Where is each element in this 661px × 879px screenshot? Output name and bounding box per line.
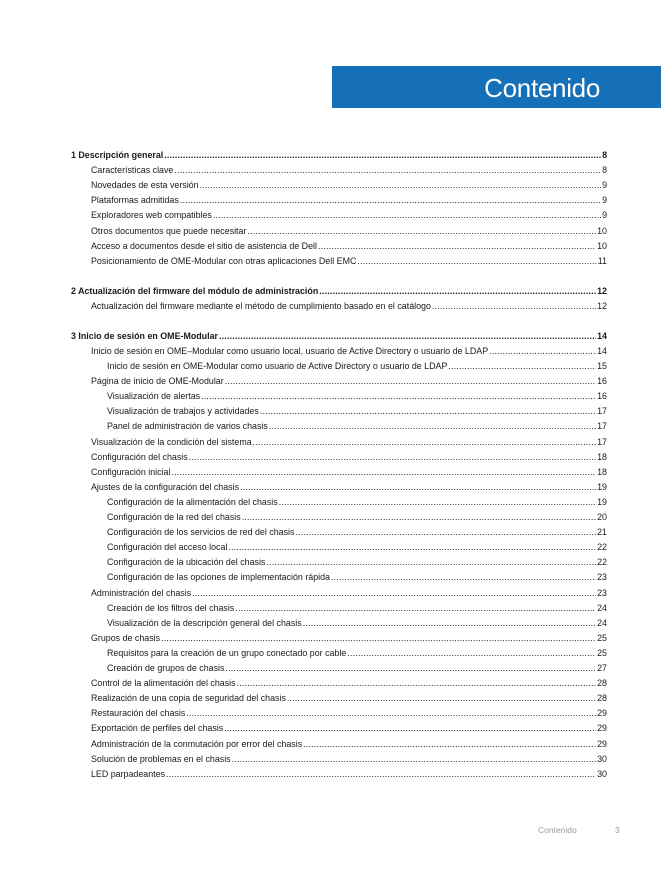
toc-entry-label: Visualización de trabajos y actividades: [107, 406, 259, 417]
toc-entry-page-number: 8: [602, 150, 607, 160]
toc-entry-page-number: 27: [597, 663, 607, 673]
toc-entry-label: Página de inicio de OME-Modular: [91, 376, 224, 387]
toc-entry-label: Configuración inicial: [91, 466, 171, 477]
toc-entry-label: Configuración de la alimentación del chasis: [107, 496, 278, 507]
toc-leader-dots: [266, 555, 596, 569]
toc-leader-dots: [224, 721, 596, 735]
toc-leader-dots: [186, 706, 596, 720]
toc-entry[interactable]: [91, 480, 607, 494]
toc-chapter-entry[interactable]: [71, 329, 607, 343]
toc-leader-dots: [164, 148, 601, 162]
toc-entry-page-number: 28: [597, 693, 607, 704]
toc-leader-dots: [174, 163, 601, 177]
toc-entry-label: Administración del chasis: [91, 587, 192, 598]
toc-entry[interactable]: [91, 706, 607, 720]
toc-entry[interactable]: [91, 721, 607, 735]
toc-entry[interactable]: [91, 465, 607, 479]
toc-entry[interactable]: [91, 752, 607, 766]
toc-entry[interactable]: [91, 239, 607, 253]
toc-entry[interactable]: [91, 435, 607, 449]
toc-entry[interactable]: [107, 555, 607, 569]
toc-entry[interactable]: [91, 450, 607, 464]
toc-entry[interactable]: [107, 404, 607, 418]
toc-leader-dots: [237, 676, 597, 690]
toc-entry[interactable]: [107, 601, 607, 615]
toc-leader-dots: [242, 510, 596, 524]
toc-entry-page-number: 23: [597, 587, 607, 598]
toc-entry[interactable]: [91, 691, 607, 705]
toc-chapter-entry[interactable]: [71, 148, 607, 162]
toc-entry-page-number: 30: [597, 753, 607, 764]
toc-entry-page-number: 17: [597, 436, 607, 447]
toc-leader-dots: [319, 284, 596, 298]
toc-entry-page-number: 16: [597, 391, 607, 402]
toc-entry[interactable]: [91, 631, 607, 645]
toc-entry-label: Acceso a documentos desde el sitio de asistencia de Dell: [91, 240, 317, 251]
toc-entry[interactable]: [91, 767, 607, 781]
toc-entry-label: Configuración de las opciones de implementación rápida: [107, 572, 330, 583]
toc-entry-label: Otros documentos que puede necesitar: [91, 225, 247, 236]
toc-entry-label: Plataformas admitidas: [91, 195, 179, 206]
title-banner: [332, 66, 661, 108]
toc-entry-page-number: 29: [597, 738, 607, 749]
toc-leader-dots: [331, 570, 596, 584]
toc-entry-label: Posicionamiento de OME-Modular con otras aplicaciones Dell EMC: [91, 255, 357, 266]
toc-entry-label: Características clave: [91, 165, 174, 176]
toc-leader-dots: [171, 465, 596, 479]
toc-leader-dots: [489, 344, 596, 358]
toc-entry-page-number: 29: [597, 708, 607, 719]
toc-leader-dots: [225, 661, 596, 675]
toc-leader-dots: [357, 254, 596, 268]
toc-entry[interactable]: [91, 344, 607, 358]
toc-leader-dots: [200, 178, 602, 192]
toc-entry-page-number: 17: [597, 406, 607, 417]
toc-entry-label: Exportación de perfiles del chasis: [91, 723, 224, 734]
toc-leader-dots: [232, 752, 597, 766]
toc-entry[interactable]: [107, 540, 607, 554]
toc-leader-dots: [253, 435, 596, 449]
toc-leader-dots: [295, 525, 596, 539]
toc-entry-label: Inicio de sesión en OME-Modular como usuario de Active Directory o usuario de LDAP: [107, 361, 448, 371]
toc-entry-page-number: 20: [597, 512, 607, 522]
toc-entry-page-number: 30: [597, 768, 607, 779]
toc-entry-label: Grupos de chasis: [91, 632, 161, 643]
toc-entry-label: Visualización de alertas: [107, 391, 201, 402]
footer-page-number: 3: [615, 825, 620, 835]
toc-entry-page-number: 17: [597, 421, 607, 432]
toc-entry-page-number: 18: [597, 466, 607, 477]
toc-leader-dots: [287, 691, 596, 705]
toc-entry-page-number: 19: [597, 496, 607, 507]
toc-entry-page-number: 8: [602, 165, 607, 176]
toc-entry-page-number: 29: [597, 723, 607, 734]
toc-leader-dots: [201, 389, 596, 403]
toc-entry-label: Restauración del chasis: [91, 708, 186, 719]
toc-entry-page-number: 25: [597, 632, 607, 643]
toc-entry[interactable]: [107, 510, 607, 524]
toc-entry-page-number: 12: [597, 285, 607, 296]
toc-leader-dots: [189, 450, 596, 464]
toc-entry-label: Visualización de la condición del sistema: [91, 436, 252, 447]
toc-entry[interactable]: [107, 570, 607, 584]
toc-entry-label: Control de la alimentación del chasis: [91, 678, 236, 689]
toc-entry-label: Creación de grupos de chasis: [107, 663, 225, 673]
toc-leader-dots: [235, 601, 596, 615]
toc-leader-dots: [166, 767, 596, 781]
toc-leader-dots: [279, 495, 596, 509]
toc-leader-dots: [180, 193, 601, 207]
toc-leader-dots: [303, 737, 596, 751]
toc-leader-dots: [228, 540, 596, 554]
toc-entry[interactable]: [107, 661, 607, 675]
toc-entry[interactable]: [91, 737, 607, 751]
toc-entry-label: Configuración de la ubicación del chasis: [107, 557, 266, 568]
toc-entry-label: Requisitos para la creación de un grupo conectado por cable: [107, 647, 347, 658]
toc-leader-dots: [240, 480, 596, 494]
toc-entry-label: LED parpadeantes: [91, 768, 166, 779]
toc-entry[interactable]: [107, 419, 607, 433]
toc-entry[interactable]: [91, 163, 607, 177]
toc-entry-label: Actualización del firmware mediante el método de cumplimiento basado en el catálogo: [91, 300, 431, 311]
toc-leader-dots: [432, 299, 596, 313]
toc-entry-page-number: 14: [597, 345, 607, 356]
toc-entry-label: Configuración de la red del chasis: [107, 512, 241, 522]
toc-leader-dots: [161, 631, 596, 645]
toc-leader-dots: [260, 404, 596, 418]
toc-entry-page-number: 28: [597, 678, 607, 689]
toc-entry-label: Visualización de la descripción general del chasis: [107, 617, 302, 628]
toc-entry-page-number: 23: [597, 572, 607, 583]
toc-entry-page-number: 21: [597, 527, 607, 538]
toc-leader-dots: [269, 419, 596, 433]
toc-entry-label: Realización de una copia de seguridad del chasis: [91, 693, 286, 704]
toc-entry[interactable]: [91, 193, 607, 207]
toc-leader-dots: [219, 329, 596, 343]
toc-entry-label: 3 Inicio de sesión en OME-Modular: [71, 330, 218, 341]
toc-entry[interactable]: [107, 525, 607, 539]
toc-leader-dots: [192, 586, 596, 600]
toc-entry-label: Configuración del acceso local: [107, 542, 228, 553]
toc-entry-page-number: 22: [597, 557, 607, 568]
toc-entry[interactable]: [91, 586, 607, 600]
toc-entry-page-number: 14: [597, 330, 607, 341]
toc-leader-dots: [247, 224, 596, 238]
toc-entry-label: Administración de la conmutación por error del chasis: [91, 738, 303, 749]
toc-entry-label: Exploradores web compatibles: [91, 210, 212, 221]
toc-entry-page-number: 19: [597, 481, 607, 492]
page-title: Contenido: [484, 73, 600, 103]
toc-entry-label: Ajustes de la configuración del chasis: [91, 481, 240, 492]
toc-entry-page-number: 11: [597, 255, 607, 266]
toc-entry-label: 2 Actualización del firmware del módulo de administración: [71, 285, 319, 296]
toc-entry[interactable]: [107, 495, 607, 509]
toc-leader-dots: [347, 646, 596, 660]
toc-entry[interactable]: [91, 254, 607, 268]
toc-entry[interactable]: [107, 616, 607, 630]
toc-entry[interactable]: [107, 389, 607, 403]
toc-entry[interactable]: [107, 646, 607, 660]
toc-entry-page-number: 10: [597, 240, 607, 251]
toc-leader-dots: [318, 239, 596, 253]
toc-entry-label: Novedades de esta versión: [91, 180, 199, 191]
toc-entry[interactable]: [91, 299, 607, 313]
toc-chapter-entry[interactable]: [71, 284, 607, 298]
toc-entry-page-number: 25: [597, 647, 607, 658]
toc-entry-page-number: 22: [597, 542, 607, 553]
toc-entry-page-number: 16: [597, 376, 607, 387]
toc-entry-label: Inicio de sesión en OME–Modular como usuario local, usuario de Active Directory o usuario de LDAP: [91, 345, 489, 356]
toc-entry[interactable]: [91, 676, 607, 690]
toc-leader-dots: [303, 616, 596, 630]
toc-entry-label: Creación de los filtros del chasis: [107, 602, 235, 613]
toc-entry-page-number: 24: [597, 602, 607, 613]
toc-entry-page-number: 24: [597, 617, 607, 628]
toc-entry-page-number: 10: [597, 225, 607, 236]
toc-leader-dots: [448, 359, 596, 373]
toc-entry[interactable]: [91, 208, 607, 222]
toc-entry-page-number: 9: [602, 180, 607, 191]
toc-entry[interactable]: [107, 359, 607, 373]
toc-leader-dots: [225, 374, 596, 388]
toc-entry-label: 1 Descripción general: [71, 150, 164, 160]
toc-entry-label: Panel de administración de varios chasis: [107, 421, 268, 432]
toc-entry[interactable]: [91, 374, 607, 388]
toc-entry[interactable]: [91, 178, 607, 192]
toc-entry-label: Solución de problemas en el chasis: [91, 753, 231, 764]
toc-entry-page-number: 9: [602, 195, 607, 206]
toc-entry-page-number: 12: [597, 300, 607, 311]
toc-entry[interactable]: [91, 224, 607, 238]
toc-entry-label: Configuración del chasis: [91, 451, 188, 462]
toc-entry-page-number: 15: [597, 361, 607, 371]
toc-entry-page-number: 9: [602, 210, 607, 221]
toc-entry-label: Configuración de los servicios de red del chasis: [107, 527, 295, 538]
toc-entry-page-number: 18: [597, 451, 607, 462]
footer-title: Contenido: [538, 825, 577, 835]
toc-leader-dots: [213, 208, 601, 222]
